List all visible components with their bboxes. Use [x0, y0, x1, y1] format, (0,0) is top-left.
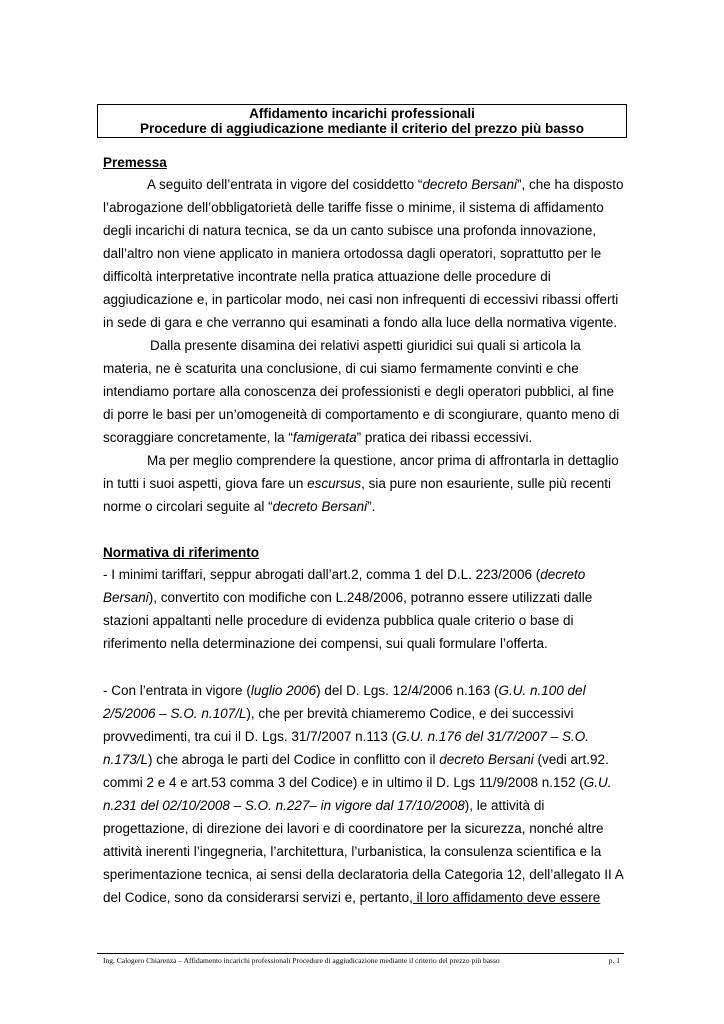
text-run: in sede di gara e che verranno qui esaminati a fondo alla luce della normativa vigente.: [103, 315, 618, 330]
italic-text: decreto Bersani: [272, 499, 368, 514]
premessa-line: [103, 315, 617, 331]
normativa-line: [103, 798, 544, 814]
italic-text: n.231 del 02/10/2008 – S.O. n.227– in vigore dal 17/10/2008: [103, 798, 465, 813]
text-run: l’abrogazione dell’obbligatorietà delle tariffe fisse o minime, il sistema di affidamento: [103, 200, 604, 215]
title-box: [97, 104, 627, 138]
italic-text: Bersani: [103, 590, 149, 605]
text-run: riferimento nella determinazione dei compensi, sui quali formulare l’offerta.: [103, 636, 548, 651]
italic-text: decreto: [540, 567, 586, 582]
text-run: aggiudicazione e, in particolar modo, nei casi non infrequenti di eccessivi ribassi offerti: [103, 292, 619, 307]
heading-normativa: Normativa di riferimento: [103, 545, 260, 560]
text-run: provvedimenti, tra cui il D. Lgs. 31/7/2007 n.113 (: [103, 729, 397, 744]
text-run: stazioni appaltanti nelle procedure di evidenza pubblica quale criterio o base di: [103, 613, 574, 628]
italic-text: decreto Bersani: [439, 752, 534, 767]
underlined-text: il loro affidamento deve essere: [412, 890, 601, 905]
text-run: - Con l’entrata in vigore (: [103, 683, 251, 698]
normativa-line: [103, 683, 586, 699]
text-run: ), le attività di: [464, 798, 545, 813]
normativa-line: [103, 729, 589, 745]
italic-text: G.U.: [583, 775, 612, 790]
normativa-line: [103, 890, 600, 906]
footer-doc-title: Affidamento incarichi professionali Procedure di aggiudicazione mediante il criterio del prezzo più basso: [183, 956, 500, 965]
title-line-2: Procedure di aggiudicazione mediante il criterio del prezzo più basso: [139, 121, 585, 136]
premessa-line: [103, 292, 618, 308]
premessa-line: [103, 200, 604, 216]
premessa-line: [150, 338, 581, 354]
normativa-line: [103, 821, 604, 837]
premessa-line: [103, 499, 375, 515]
italic-text: 2/5/2006 – S.O. n.107/L: [103, 706, 247, 721]
footer-author: Ing. Calogero Chiarenza –: [103, 956, 183, 965]
text-run: degli incarichi di natura tecnica, se da un canto subisce una profonda innovazione,: [103, 223, 597, 238]
page-footer: [103, 956, 624, 966]
text-run: Dalla presente disamina dei relativi aspetti giuridici sui quali si articola la: [150, 338, 581, 353]
title-line-1: Affidamento incarichi professionali: [249, 106, 475, 121]
text-run: Ma per meglio comprendere la questione, ancor prima di affrontarla in dettaglio: [147, 453, 619, 468]
italic-text: luglio 2006: [250, 683, 317, 698]
text-run: ) che abroga le parti del Codice in conflitto con il: [148, 752, 440, 767]
premessa-line: [147, 453, 619, 469]
text-run: in tutti i suoi aspetti, giova fare un: [103, 476, 308, 491]
normativa-line: [103, 867, 624, 883]
text-run: ”, che ha disposto: [516, 177, 624, 192]
normativa-line: [103, 567, 585, 583]
premessa-line: [103, 246, 601, 262]
premessa-line: [103, 269, 551, 285]
italic-text: decreto Bersani: [422, 177, 517, 192]
normativa-line: [103, 844, 601, 860]
premessa-line: [103, 476, 611, 492]
italic-text: escursus: [307, 476, 362, 491]
text-run: scoraggiare concretamente, la “: [103, 430, 293, 445]
normativa-line: [103, 775, 612, 791]
text-run: norme o circolari seguite al “: [103, 499, 273, 514]
text-run: ), che per brevità chiameremo Codice, e dei successivi: [246, 706, 574, 721]
italic-text: G.U. n.100 del: [498, 683, 586, 698]
text-run: sperimentazione tecnica, ai sensi della declaratoria della Categoria 12, dell’allegato II A: [103, 867, 624, 882]
text-run: ” pratica dei ribassi eccessivi.: [356, 430, 533, 445]
text-run: ”.: [367, 499, 376, 514]
italic-text: n.173/L: [103, 752, 149, 767]
normativa-line: [103, 590, 592, 606]
normativa-line: [103, 752, 609, 768]
premessa-line: [103, 407, 619, 423]
heading-premessa: Premessa: [103, 155, 167, 170]
text-run: ), convertito con modifiche con L.248/2006, potranno essere utilizzati dalle: [148, 590, 593, 605]
premessa-line: [103, 430, 532, 446]
normativa-line: [103, 613, 574, 629]
text-run: commi 2 e 4 e art.53 comma 3 del Codice) e in ultimo il D. Lgs 11/9/2008 n.152 (: [103, 775, 584, 790]
text-run: A seguito dell’entrata in vigore del cosiddetto “: [147, 177, 423, 192]
text-run: (vedi art.92.: [533, 752, 609, 767]
text-run: ) del D. Lgs. 12/4/2006 n.163 (: [316, 683, 499, 698]
text-run: del Codice, sono da considerarsi servizi e, pertanto,: [103, 890, 413, 905]
premessa-line: [103, 223, 596, 239]
text-run: intendiamo portare alla conoscenza dei professionisti e degli operatori pubblici, al fine: [103, 384, 615, 399]
text-run: difficoltà interpretative incontrate nella pratica attuazione delle procedure di: [103, 269, 551, 284]
text-run: materia, ne è scaturita una conclusione, di cui siamo fermamente convinti e che: [103, 361, 579, 376]
text-run: attività inerenti l’ingegneria, l’architettura, l’urbanistica, la consulenza scientifica e la: [103, 844, 602, 859]
normativa-line: [103, 636, 548, 652]
text-run: di porre le basi per un’omogeneità di comportamento e di scongiurare, quanto meno di: [103, 407, 620, 422]
premessa-line: [147, 177, 624, 193]
text-run: dall’altro non viene applicato in maniera ortodossa dagli operatori, soprattutto per le: [103, 246, 602, 261]
italic-text: G.U. n.176 del 31/7/2007 – S.O.: [396, 729, 590, 744]
normativa-line: [103, 706, 574, 722]
premessa-line: [103, 361, 579, 377]
footer-divider: [97, 953, 624, 954]
italic-text: famigerata: [292, 430, 357, 445]
text-run: progettazione, di direzione dei lavori e di coordinatore per la sicurezza, nonché altre: [103, 821, 604, 836]
page-number: p. 1: [608, 956, 620, 965]
text-run: , sia pure non esauriente, sulle più recenti: [361, 476, 612, 491]
premessa-line: [103, 384, 614, 400]
text-run: - I minimi tariffari, seppur abrogati dall’art.2, comma 1 del D.L. 223/2006 (: [103, 567, 541, 582]
